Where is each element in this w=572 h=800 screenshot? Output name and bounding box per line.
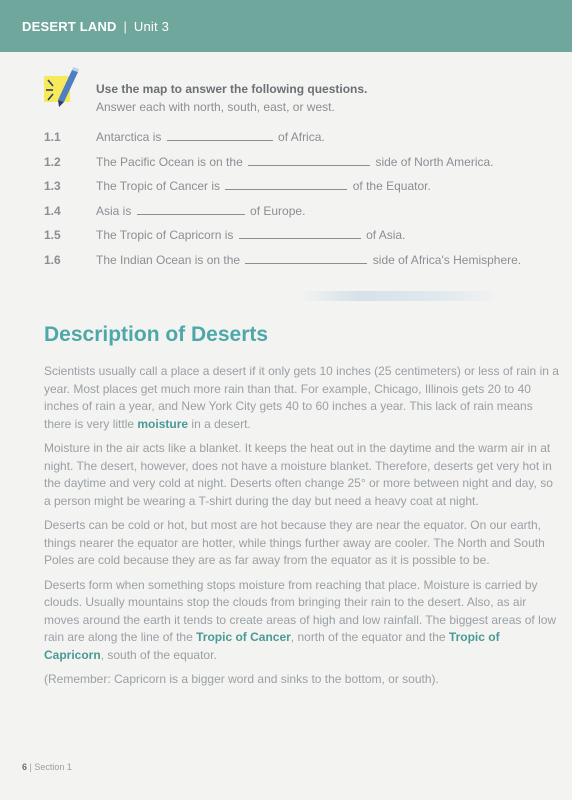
page-footer (22, 762, 72, 772)
vocab-term: Tropic of Cancer (196, 630, 291, 644)
question-row (44, 149, 564, 174)
page-number: 6 (22, 762, 28, 772)
paragraph-text: , south of the equator. (100, 647, 217, 662)
question-suffix: of Asia. (366, 228, 406, 242)
question-suffix: of Africa. (278, 130, 325, 144)
question-row (44, 173, 564, 198)
question-prefix: The Tropic of Capricorn is (96, 228, 234, 242)
paragraph-text: , north of the equator and the (290, 630, 449, 644)
question-prefix: The Pacific Ocean is on the (96, 154, 243, 169)
instruction-heading: Use the map to answer the following questions. (96, 82, 368, 96)
question-row (44, 247, 564, 272)
question-prefix: The Tropic of Cancer is (96, 179, 221, 193)
question-number: 1.3 (44, 179, 61, 193)
vocab-term: Tropic of Capricorn (44, 630, 500, 662)
question-number: 1.2 (44, 154, 61, 169)
question-suffix: of the Equator. (352, 179, 431, 193)
question-suffix: of Europe. (250, 203, 306, 218)
question-prefix: Antarctica is (96, 130, 162, 144)
vocab-term: moisture (137, 416, 189, 431)
page-header (0, 0, 572, 52)
paragraph: Moisture in the air acts like a blanket. It keeps the heat out in the daytime and the warm air in at night. The desert, however, does not have a moisture blanket. Therefore, deserts get very hot in the daytime and very cold at night. Deserts often change 25° or more between night and day, so a person might be wearing a T-shirt during the day but need a heavy coat at night. (44, 441, 553, 508)
question-number: 1.5 (44, 228, 61, 242)
paragraph-text: in a desert. (188, 416, 251, 431)
question-suffix: side of Africa's Hemisphere. (372, 252, 522, 267)
question-text (96, 155, 494, 169)
footer-section: Section 1 (34, 762, 72, 772)
question-prefix: The Indian Ocean is on the (96, 252, 241, 267)
header-unit: Unit 3 (133, 19, 170, 34)
answer-blank[interactable] (248, 155, 370, 166)
page-smudge (300, 291, 500, 301)
question-text (96, 253, 521, 267)
footer-separator: | (29, 762, 32, 772)
question-suffix: side of North America. (375, 154, 494, 169)
header-book-title: DESERT LAND (22, 19, 117, 34)
instruction-subtext: Answer each with north, south, east, or west. (96, 100, 335, 114)
answer-blank[interactable] (225, 179, 347, 190)
answer-blank[interactable] (239, 228, 361, 239)
header-title (22, 19, 169, 34)
question-number: 1.1 (44, 130, 61, 144)
paragraph-text: Deserts form when something stops moisture from reaching that place. Moisture is carried by clouds. Usually mountains stop the clouds from bringing their rain to the desert. Also, as air moves around the earth it tends to create areas of high and low rainfall. The biggest areas of low rain are along the line of the (44, 577, 557, 644)
answer-blank[interactable] (245, 253, 367, 264)
question-row (44, 124, 564, 149)
answer-blank[interactable] (167, 130, 273, 141)
pencil-note-icon (42, 66, 88, 112)
question-row (44, 198, 564, 223)
paragraph (44, 577, 560, 665)
question-list (44, 124, 564, 271)
question-text (96, 179, 431, 193)
question-number: 1.6 (44, 252, 61, 267)
answer-blank[interactable] (137, 204, 245, 215)
question-number: 1.4 (44, 203, 61, 218)
question-text (96, 204, 305, 218)
section-title: Description of Deserts (44, 323, 269, 346)
header-separator: | (123, 19, 128, 34)
question-row (44, 222, 564, 247)
paragraph: Deserts can be cold or hot, but most are hot because they are near the equator. On our earth, things nearer the equator are hotter, while things further away are cooler. The North and South Poles are cold because they are as far away from the equator as it is possible to be. (44, 518, 545, 567)
question-text (96, 130, 325, 144)
section-body (44, 363, 560, 696)
paragraph (44, 363, 560, 433)
paragraph: (Remember: Capricorn is a bigger word and sinks to the bottom, or south). (44, 672, 439, 686)
question-prefix: Asia is (96, 203, 132, 218)
question-text (96, 228, 405, 242)
paragraph-text: Scientists usually call a place a desert if it only gets 10 inches (25 centimeters) or less of rain in a year. Most places get much more rain than that. For example, Chicago, Illinois gets 20 to 40 inches of rain a year, and New York City gets 40 to 60 inches a year. This lack of rain means there is very little (44, 364, 559, 431)
